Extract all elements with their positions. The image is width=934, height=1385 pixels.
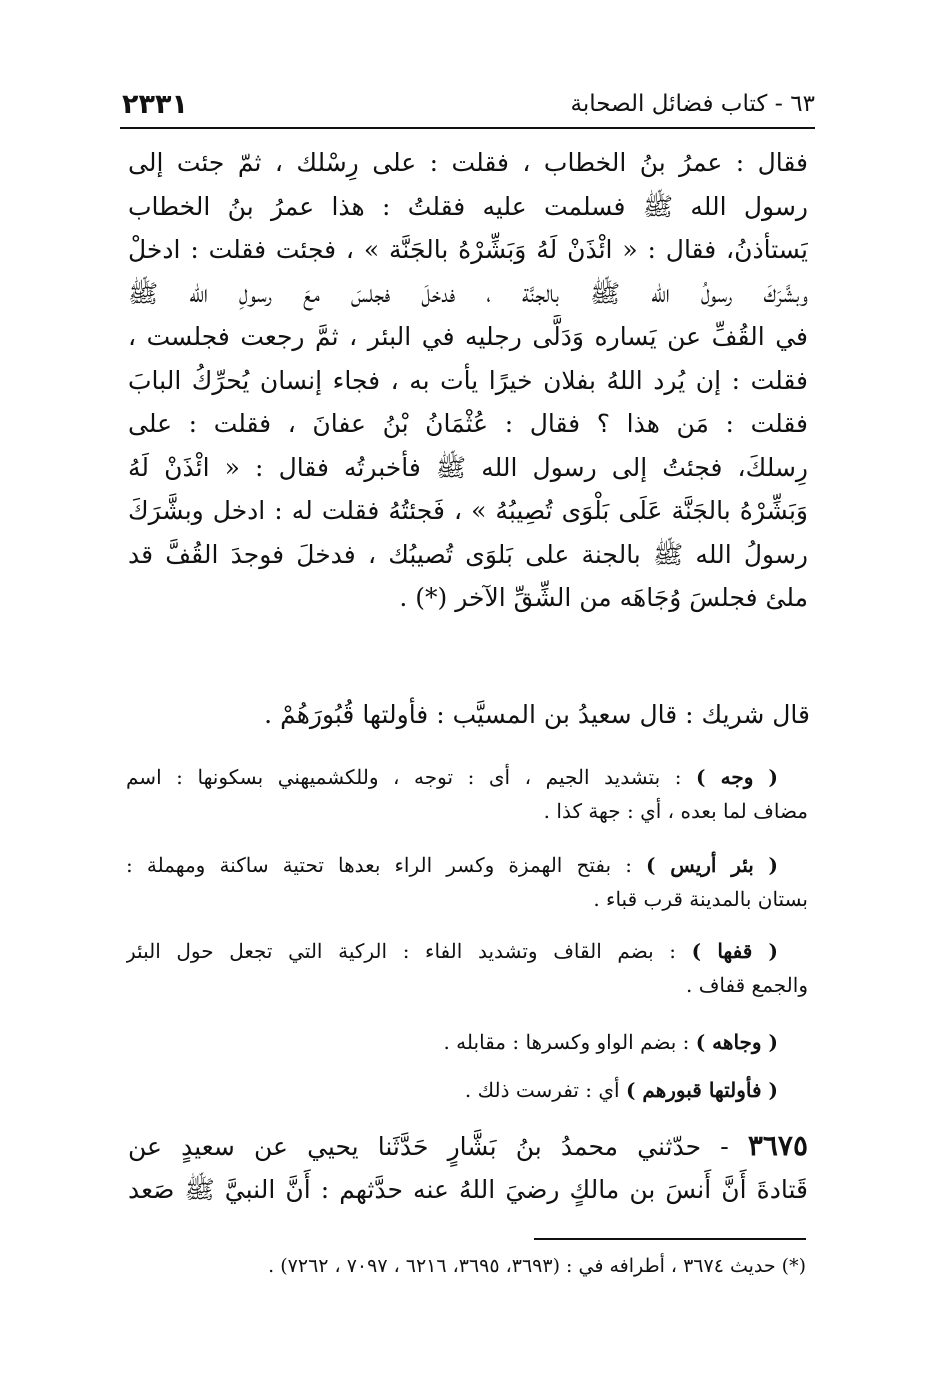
gloss-line: [126, 1025, 808, 1059]
gloss-text: : بتشديد الجيم ، أى : توجه ، وللكشميهني بسكونها : اسم: [126, 765, 696, 789]
hadith-line: يَستأذنُ، فقال : « ائْذَنْ لَهُ وَبَشِّرْهُ بالجَنَّة » ، فجئت فقلت : ادخلْ: [128, 235, 808, 264]
gloss-term: ( فأولتها قبورهم ): [625, 1078, 778, 1102]
gloss-term: ( قفها ): [691, 939, 778, 963]
running-head: ٦٣ - كتاب فضائل الصحابة: [570, 91, 815, 117]
gloss-line: [126, 1073, 808, 1107]
gloss-line: والجمع قفاف .: [685, 973, 808, 997]
hadith-line: [128, 1124, 808, 1168]
gloss-text: : بضم القاف وتشديد الفاء : الركية التي تجعل حول البئر: [126, 939, 692, 963]
gloss-term: ( وجه ): [696, 765, 778, 789]
page-header: [122, 86, 815, 122]
gloss-text: : بضم الواو وكسرها : مقابله .: [443, 1030, 696, 1054]
page-number: ٢٣٣١: [122, 88, 188, 120]
gloss-entry: [126, 1073, 808, 1107]
gloss-line: بستان بالمدينة قرب قباء .: [593, 887, 808, 911]
gloss-line: [126, 934, 808, 968]
hadith-line: في القُفِّ عن يَساره وَدَلَّى رجليه في البئر ، ثمَّ رجعت فجلست ،: [128, 322, 808, 351]
hadith-line: وبشَّرَكَ رسولُ الله ﷺ بالجنَّة ، فدخلَ فجلسَ معَ رسولِ الله ﷺ: [128, 278, 808, 308]
gloss-entry: [126, 934, 808, 1002]
gloss-entry: [126, 848, 808, 916]
hadith-line: قَتادةَ أَنَّ أَنسَ بن مالكٍ رضيَ اللهُ عنه حدَّثهم : أَنَّ النبيَّ ﷺ صَعد: [128, 1175, 808, 1204]
hadith-line: رِسلكَ، فجئتُ إلى رسول الله ﷺ فأخبرتُه فقال : « ائْذَنْ لَهُ: [128, 452, 808, 482]
next-hadith: [128, 1124, 808, 1212]
footnote: (*) حديث ٣٦٧٤ ، أطرافه في : (٣٦٩٣، ٣٦٩٥، ٦٢١٦ ، ٧٠٩٧ ، ٧٢٦٢) .: [268, 1255, 806, 1277]
gloss-text: أي : تفرست ذلك .: [464, 1078, 626, 1102]
gloss-term: ( وجاهه ): [695, 1030, 778, 1054]
footnote-rule: [534, 1238, 806, 1240]
gloss-term: ( بئر أريس ): [646, 853, 778, 877]
hadith-line: فقلت : إن يُرد اللهُ بفلان خيرًا يأت به ، فجاء إنسان يُحرِّكُ البابَ: [128, 365, 808, 395]
header-rule: [120, 127, 815, 129]
narrator-note: قال شريك : قال سعيدُ بن المسيَّب : فأولتها قُبُورَهُمْ .: [264, 700, 810, 729]
hadith-number: ٣٦٧٥: [747, 1129, 808, 1162]
hadith-line: فقلت : مَن هذا ؟ فقال : عُثْمَانُ بْنُ عفانَ ، فقلت : على: [128, 409, 808, 438]
hadith-line: وَبَشِّرْهُ بالجَنَّة عَلَى بَلْوَى تُصِيبُهُ » ، فَجئتُهُ فقلت له : ادخل وبشَّرَكَ: [128, 496, 808, 525]
gloss-entry: [126, 1025, 808, 1059]
hadith-line: فقال : عمرُ بنُ الخطاب ، فقلت : على رِسْلك ، ثمّ جئت إلى: [128, 148, 808, 177]
hadith-line: رسول الله ﷺ فسلمت عليه فقلتُ : هذا عمرُ بنُ الخطاب: [128, 191, 808, 221]
hadith-line: ملئ فجلسَ وُجَاهَه من الشِّقِّ الآخر (*) .: [399, 583, 808, 612]
hadith-opening: - حدّثني محمدُ بنُ بَشَّارٍ حَدَّثَنا يحيي عن سعيدٍ عن: [128, 1132, 748, 1161]
hadith-text: [128, 141, 808, 620]
hadith-line: رسولُ الله ﷺ بالجنة على بَلوَى تُصيبُك ، فدخلَ فوجدَ القُفَّ قد: [128, 539, 808, 569]
gloss-line: مضاف لما بعده ، أي : جهة كذا .: [543, 799, 808, 823]
gloss-entry: [126, 760, 808, 828]
gloss-text: : بفتح الهمزة وكسر الراء بعدها تحتية ساكنة ومهملة :: [126, 853, 647, 877]
gloss-line: [126, 848, 808, 882]
gloss-line: [126, 760, 808, 794]
